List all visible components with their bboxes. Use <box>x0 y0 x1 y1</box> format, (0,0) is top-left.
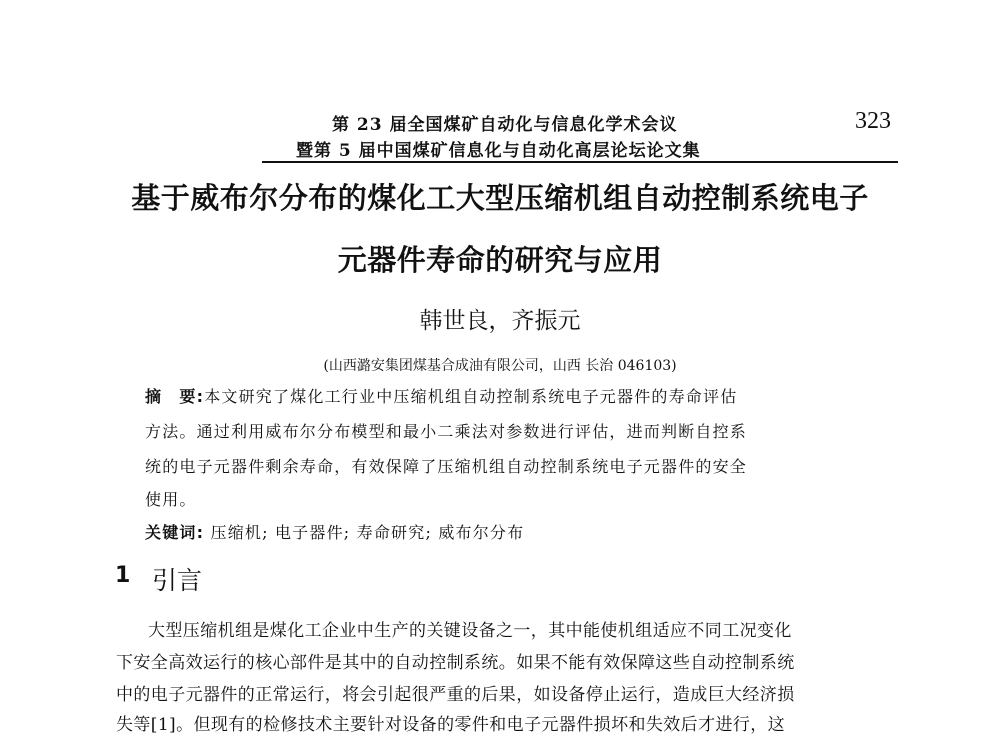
body-line4: 失等[1]。但现有的检修技术主要针对设备的零件和电子元器件损坏和失效后才进行，这 <box>116 715 786 735</box>
keywords-text: 压缩机; 电子器件; 寿命研究; 威布尔分布 <box>210 523 525 542</box>
body-line3: 中的电子元器件的正常运行，将会引起很严重的后果，如设备停止运行，造成巨大经济损 <box>116 685 795 705</box>
header-rule <box>262 161 898 163</box>
abstract-line3: 统的电子元器件剩余寿命，有效保障了压缩机组自动控制系统电子元器件的安全 <box>145 457 748 476</box>
body-line2: 下安全高效运行的核心部件是其中的自动控制系统。如果不能有效保障这些自动控制系统 <box>116 653 795 673</box>
body-line1: 大型压缩机组是煤化工企业中生产的关键设备之一，其中能使机组适应不同工况变化 <box>148 621 792 641</box>
keywords-label: 关键词: <box>145 523 205 542</box>
keywords <box>145 520 524 543</box>
abstract-label: 摘 要: <box>145 387 205 406</box>
page-number: 323 <box>855 108 891 134</box>
conference-title-line2: 暨第 5 届中国煤矿信息化与自动化高层论坛论文集 <box>296 141 701 161</box>
abstract-line4: 使用。 <box>145 490 197 509</box>
section-number: 1 <box>115 563 131 588</box>
abstract-line2: 方法。通过利用威布尔分布模型和最小二乘法对参数进行评估，进而判断自控系 <box>145 422 748 441</box>
authors: 韩世良，齐振元 <box>419 308 581 334</box>
paper-title-line1: 基于威布尔分布的煤化工大型压缩机组自动控制系统电子 <box>131 181 869 215</box>
affiliation: (山西潞安集团煤基合成油有限公司，山西 长治 046103) <box>323 358 677 374</box>
abstract-text-line1: 本文研究了煤化工行业中压缩机组自动控制系统电子元器件的寿命评估 <box>204 387 738 406</box>
conference-title-line1: 第 23 届全国煤矿自动化与信息化学术会议 <box>332 115 678 135</box>
section-title: 引言 <box>152 566 203 595</box>
paper-title-line2: 元器件寿命的研究与应用 <box>337 243 663 277</box>
abstract-line1 <box>145 384 737 407</box>
